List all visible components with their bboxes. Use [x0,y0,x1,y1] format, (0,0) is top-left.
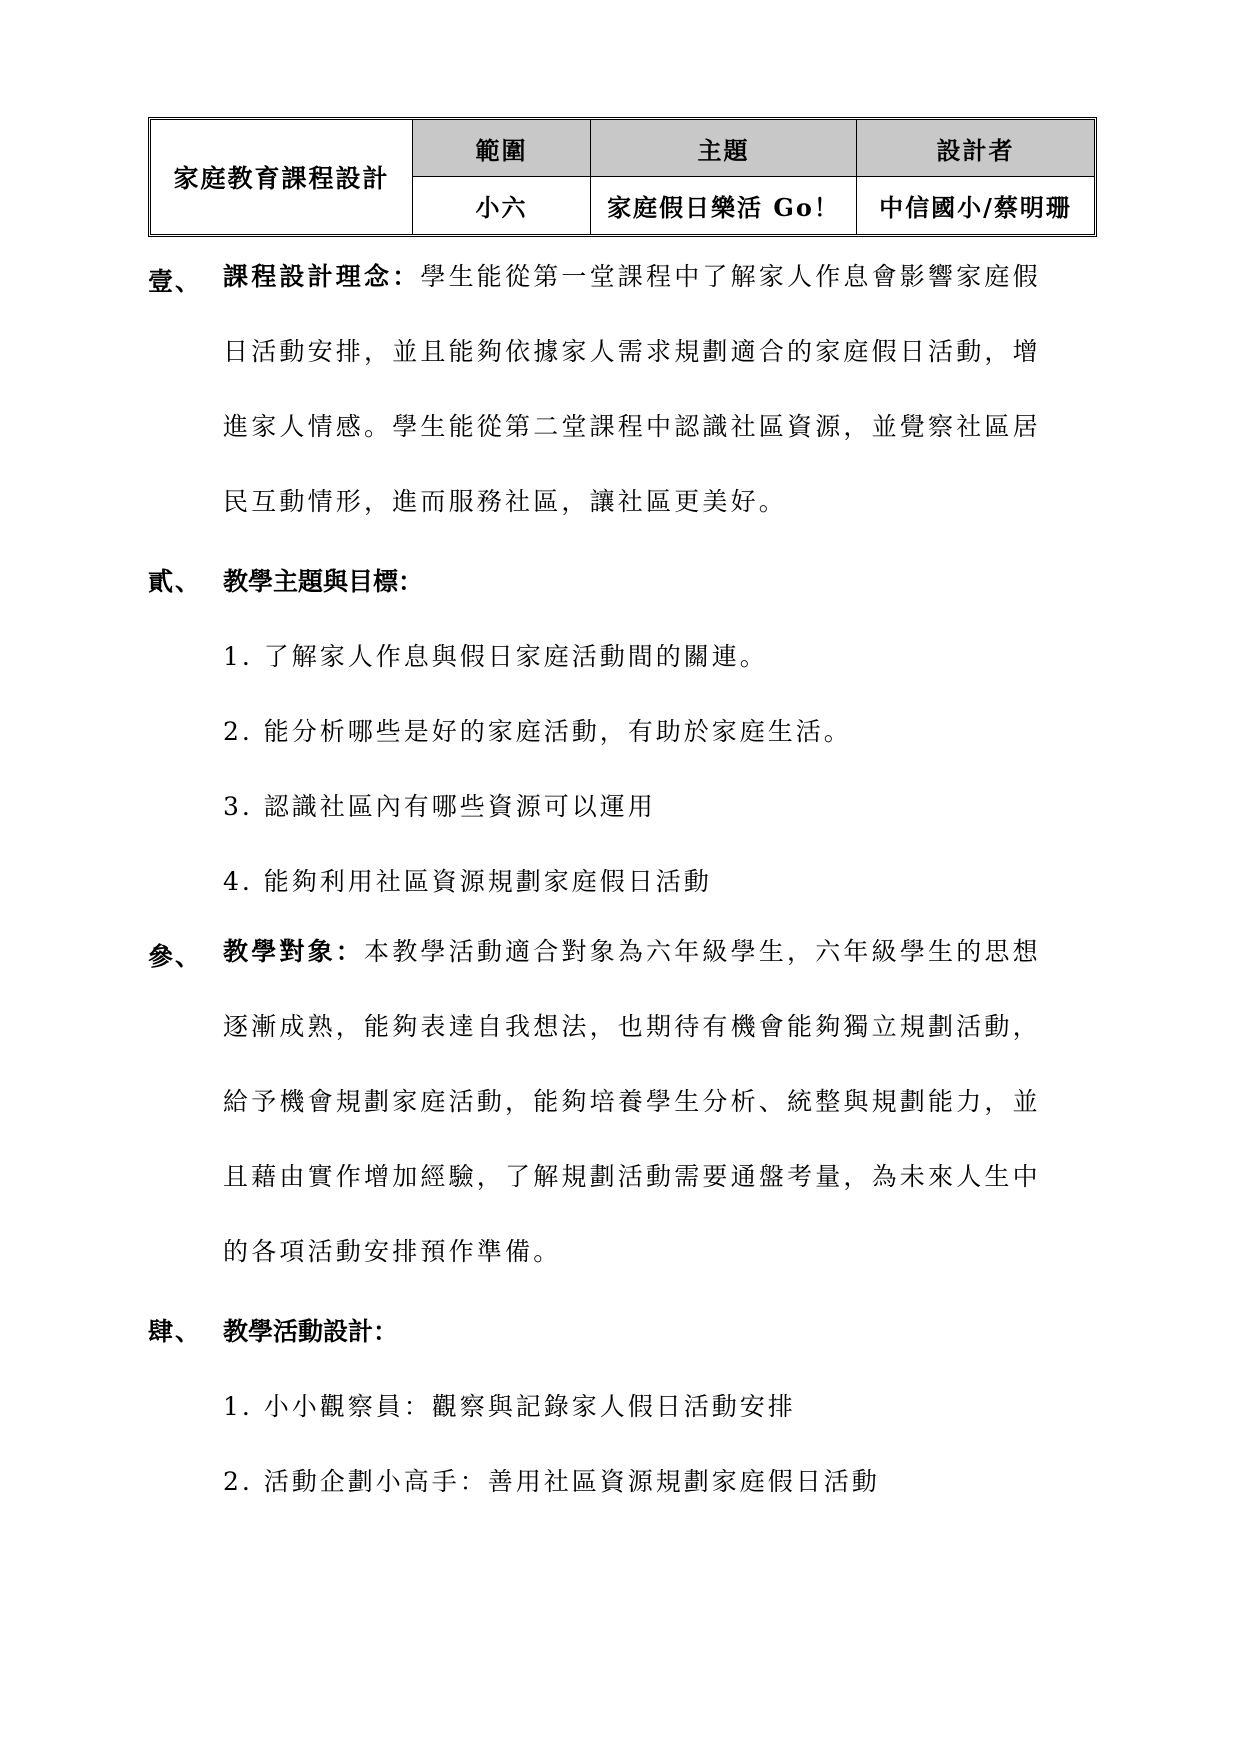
list-item: 2. 活動企劃小高手：善用社區資源規劃家庭假日活動 [223,1467,880,1496]
topic-value: 家庭假日樂活 Go！ [591,177,857,234]
paragraph-line: 教學對象：本教學活動適合對象為六年級學生，六年級學生的思想 [223,937,1041,966]
section-label: 貳、 [148,567,203,596]
list-item: 1. 小小觀察員：觀察與記錄家人假日活動安排 [223,1392,796,1421]
list-item: 1. 了解家人作息與假日家庭活動間的關連。 [223,642,768,671]
paragraph-line: 逐漸成熟，能夠表達自我想法，也期待有機會能夠獨立規劃活動， [223,1012,1041,1041]
section-body [223,262,1083,562]
paragraph-line: 課程設計理念：學生能從第一堂課程中了解家人作息會影響家庭假 [223,262,1041,291]
paragraph-line: 日活動安排，並且能夠依據家人需求規劃適合的家庭假日活動，增 [223,337,1041,366]
section-heading: 教學對象： [223,937,365,966]
section-heading: 課程設計理念： [223,262,421,291]
paragraph-line: 民互動情形，進而服務社區，讓社區更美好。 [223,487,788,516]
paragraph-line: 給予機會規劃家庭活動，能夠培養學生分析、統整與規劃能力，並 [223,1087,1041,1116]
course-title: 家庭教育課程設計 [151,120,413,234]
section-heading: 教學主題與目標： [223,567,424,596]
designer-value: 中信國小/蔡明珊 [879,193,1072,222]
section-label: 壹、 [148,267,203,296]
list-item: 2. 能分析哪些是好的家庭活動，有助於家庭生活。 [223,717,852,746]
section-body [223,937,1083,1312]
section-heading: 教學活動設計： [223,1317,399,1346]
scope-value: 小六 [413,177,591,234]
section-label: 參、 [148,942,203,971]
topic-header: 主題 [591,120,857,177]
designer-header: 設計者 [857,120,1094,177]
paragraph-line: 進家人情感。學生能從第二堂課程中認識社區資源，並覺察社區居 [223,412,1041,441]
paragraph-line: 且藉由實作增加經驗，了解規劃活動需要通盤考量，為未來人生中 [223,1162,1041,1191]
paragraph-line: 的各項活動安排預作準備。 [223,1237,562,1266]
section-label: 肆、 [148,1317,203,1346]
course-header-table [148,117,1097,237]
list-item: 4. 能夠利用社區資源規劃家庭假日活動 [223,867,712,896]
scope-header: 範圍 [413,120,591,177]
list-item: 3. 認識社區內有哪些資源可以運用 [223,792,656,821]
